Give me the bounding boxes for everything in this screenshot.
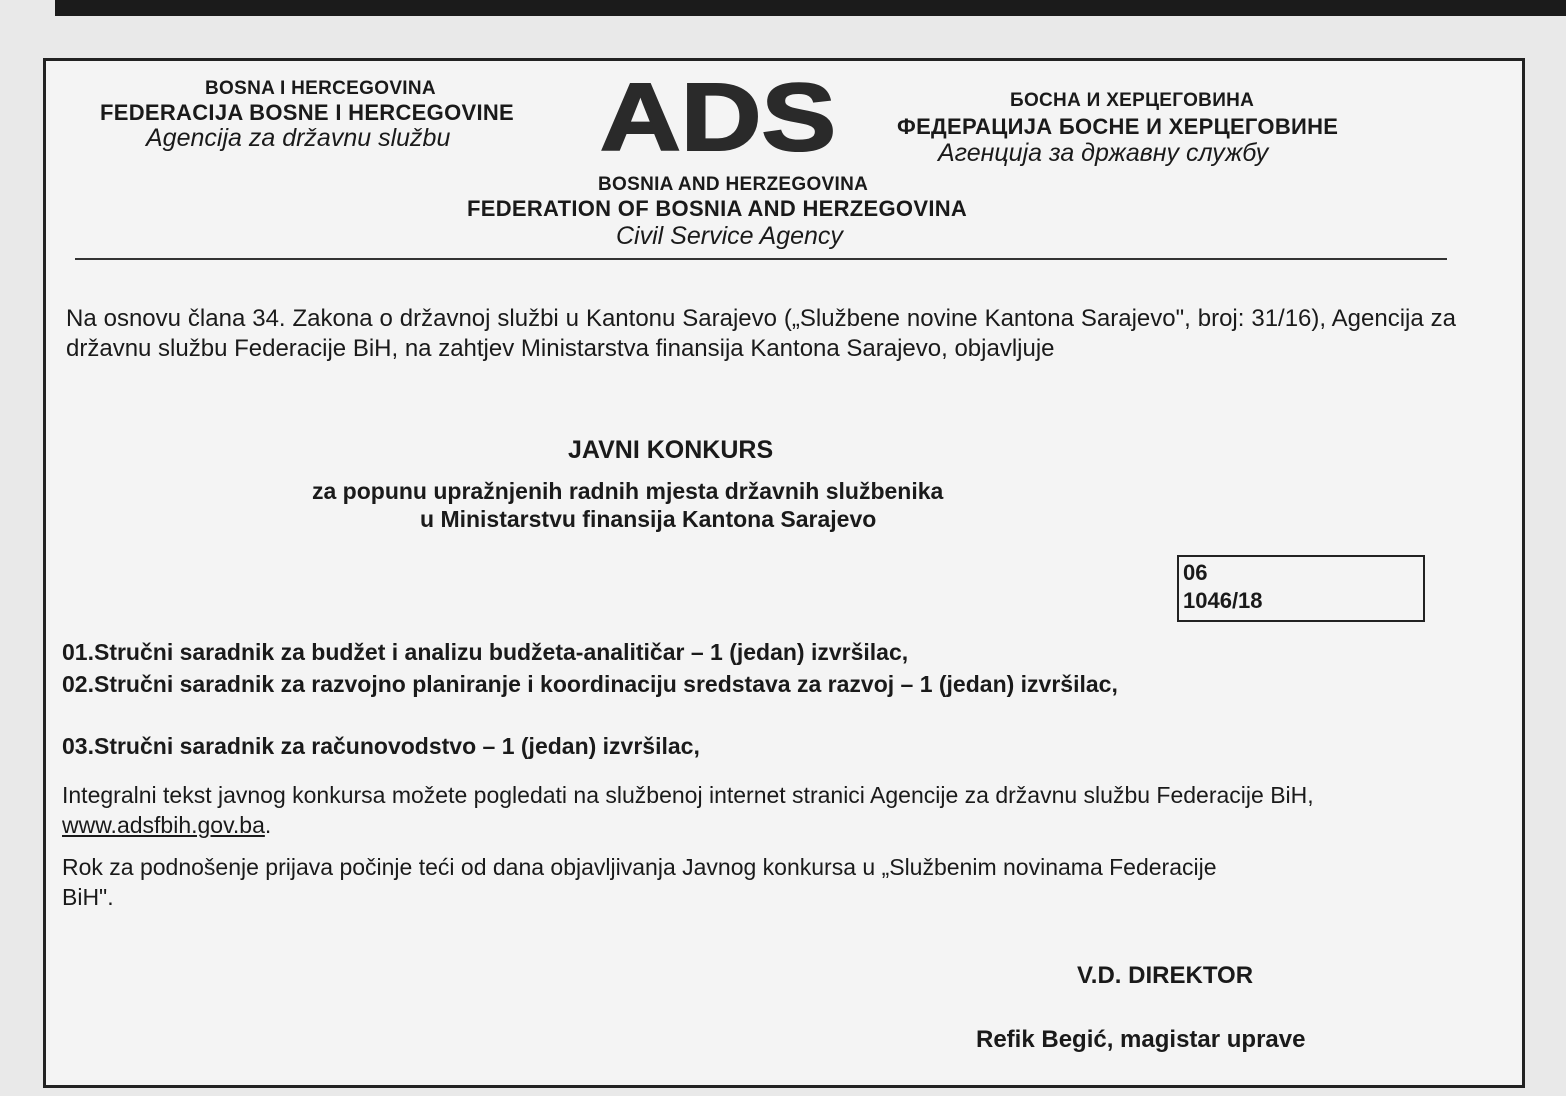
- position-item-1: 01.Stručni saradnik za budžet i analizu budžeta-analitičar – 1 (jedan) izvršilac,: [62, 639, 909, 665]
- header-divider: [75, 258, 1447, 260]
- header-center-line1: BOSNIA AND HERZEGOVINA: [598, 174, 869, 195]
- header-center-line3: Civil Service Agency: [616, 222, 843, 250]
- reference-number-box: [1177, 555, 1425, 622]
- ads-logo-text: ADS: [600, 76, 836, 158]
- header-left-line2: FEDERACIJA BOSNE I HERCEGOVINE: [100, 100, 515, 125]
- header-center-line2: FEDERATION OF BOSNIA AND HERZEGOVINA: [467, 196, 968, 221]
- notice-title: JAVNI KONKURS: [568, 436, 774, 464]
- header-right-line3: Агенција за државну службу: [938, 139, 1269, 167]
- header-right-line2: ФЕДЕРАЦИЈА БОСНЕ И ХЕРЦЕГОВИНЕ: [897, 114, 1339, 139]
- reference-line-2: 1046/18: [1183, 588, 1263, 613]
- integral-text-paragraph: [62, 780, 1392, 840]
- deadline-paragraph: Rok za podnošenje prijava počinje teći od dana objavljivanja Javnog konkursa u „Službenim novinama Federacije BiH".: [62, 854, 1217, 910]
- website-link[interactable]: www.adsfbih.gov.ba: [62, 812, 265, 838]
- header-left-line3: Agencija za državnu službu: [146, 124, 451, 152]
- website-suffix: .: [264, 812, 272, 838]
- position-item-2: 02.Stručni saradnik za razvojno planiranje i koordinaciju sredstava za razvoj – 1 (jedan) izvršilac,: [62, 671, 1118, 697]
- reference-line-1: 06: [1183, 560, 1208, 585]
- position-item-3: 03.Stručni saradnik za računovodstvo – 1 (jedan) izvršilac,: [62, 733, 700, 759]
- signature-role: V.D. DIREKTOR: [1077, 962, 1254, 989]
- intro-paragraph: Na osnovu člana 34. Zakona o državnoj službi u Kantonu Sarajevo („Službene novine Kantona Sarajevo", broj: 31/16), Agencija za državnu službu Federacije BiH, na zahtjev Ministarstva finansija Kantona Sarajevo, objavljuje: [66, 305, 1456, 362]
- top-border-bar: [55, 0, 1566, 16]
- notice-subtitle-1: za popunu upražnjenih radnih mjesta državnih službenika: [312, 478, 944, 504]
- header-right-line1: БОСНА И ХЕРЦЕГОВИНА: [1010, 90, 1255, 111]
- ads-logo: [598, 76, 838, 158]
- signature-name: Refik Begić, magistar uprave: [976, 1026, 1306, 1053]
- header-left-line1: BOSNA I HERCEGOVINA: [205, 78, 436, 99]
- notice-subtitle-2: u Ministarstvu finansija Kantona Sarajevo: [420, 506, 877, 532]
- integral-text: Integralni tekst javnog konkursa možete pogledati na službenoj internet stranici Agencije za državnu službu Federacije BiH,: [62, 782, 1314, 808]
